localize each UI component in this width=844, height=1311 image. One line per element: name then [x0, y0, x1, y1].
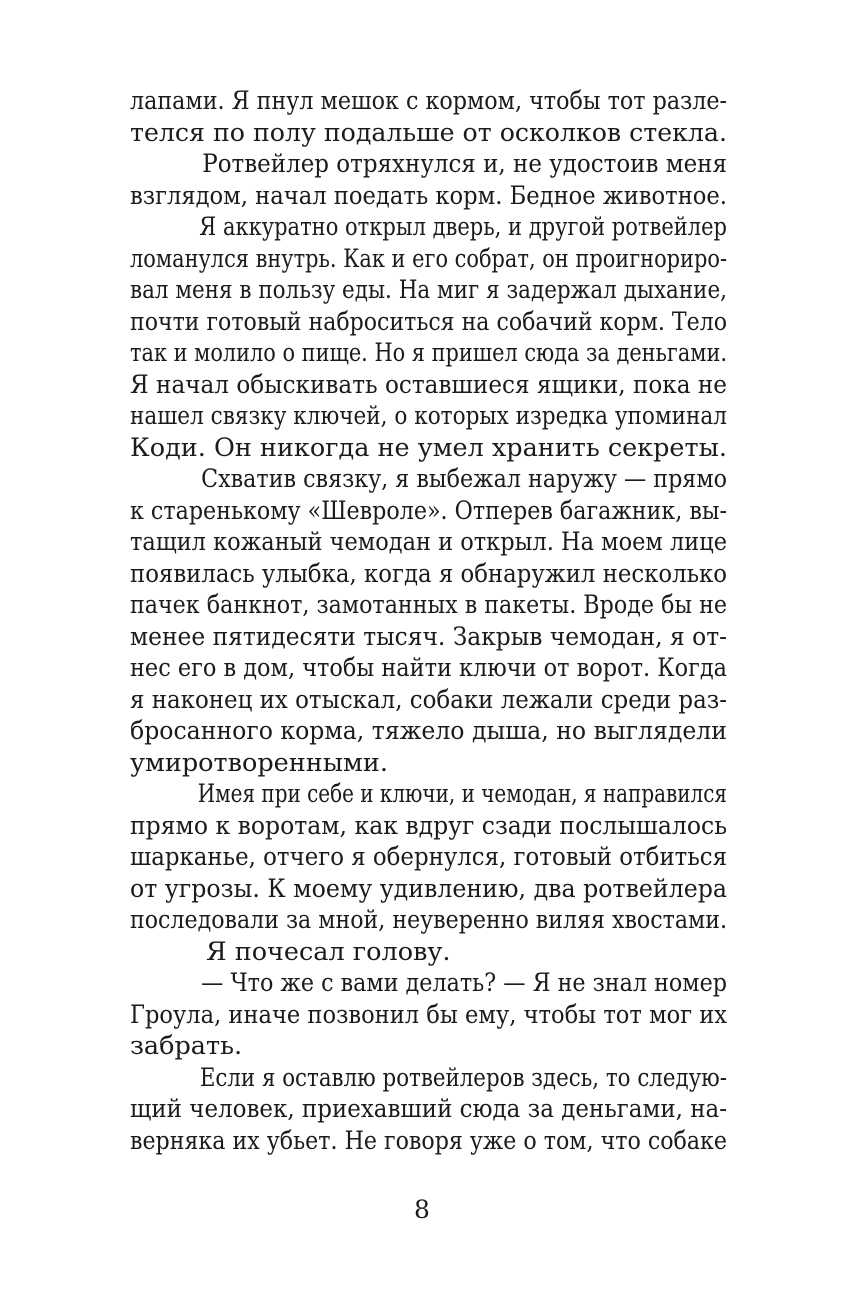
text-line: появилась улыбка, когда я обнаружил несколько	[130, 558, 727, 589]
text-line: нашел связку ключей, о которых изредка упоминал	[130, 401, 727, 431]
text-line: умиротворенными.	[130, 747, 388, 778]
paragraph-first-line: Схватив связку, я выбежал наружу — прямо	[201, 464, 728, 494]
text-line: менее пятидесяти тысяч. Закрыв чемодан, я от-	[130, 621, 727, 652]
text-line: тащил кожаный чемодан и открыл. На моем лице	[130, 527, 727, 557]
body-text	[130, 86, 727, 1157]
text-line: шарканье, отчего я обернулся, готовый отбиться	[130, 842, 727, 872]
text-line: вал меня в пользу еды. На миг я задержал дыхание,	[130, 275, 727, 305]
text-line: к старенькому «Шевроле». Отперев багажник, вы-	[130, 495, 727, 526]
paragraph-first-line: — Что же с вами делать? — Я не знал номер	[201, 968, 727, 998]
text-line: ломанулся внутрь. Как и его собрат, он проигнориро-	[130, 243, 727, 274]
paragraph-first-line: Если я оставлю ротвейлеров здесь, то следую-	[199, 1062, 728, 1093]
paragraph-first-line: Я почесал голову.	[206, 936, 451, 967]
page-number: 8	[414, 1195, 430, 1224]
text-line: прямо к воротам, как вдруг сзади послышалось	[130, 810, 727, 841]
text-line: я наконец их отыскал, собаки лежали среди раз-	[130, 684, 727, 715]
text-line: Я начал обыскивать оставшиеся ящики, пока не	[130, 369, 727, 400]
text-line: телся по полу подальше от осколков стекла.	[130, 117, 727, 148]
text-line: нес его в дом, чтобы найти ключи от ворот. Когда	[130, 653, 727, 683]
text-line: почти готовый наброситься на собачий корм. Тело	[130, 306, 727, 337]
text-line: лапами. Я пнул мешок с кормом, чтобы тот разле-	[130, 86, 727, 116]
paragraph-first-line: Ротвейлер отряхнулся и, не удостоив меня	[202, 149, 727, 179]
text-line: забрать.	[130, 1031, 243, 1061]
text-line: Гроула, иначе позвонил бы ему, чтобы тот мог их	[130, 999, 727, 1030]
text-line: последовали за мной, неуверенно виляя хвостами.	[130, 905, 727, 935]
paragraph-first-line: Имея при себе и ключи, и чемодан, я направился	[197, 779, 727, 809]
text-line: пачек банкнот, замотанных в пакеты. Вроде бы не	[130, 590, 727, 620]
text-line: так и молило о пище. Но я пришел сюда за деньгами.	[130, 338, 727, 368]
text-line: щий человек, приехавший сюда за деньгами, на-	[130, 1094, 727, 1124]
paragraph-first-line: Я аккуратно открыл дверь, и другой ротвейлер	[199, 212, 728, 242]
text-line: от угрозы. К моему удивлению, два ротвейлера	[130, 873, 727, 904]
text-line: бросанного корма, тяжело дыша, но выглядели	[130, 716, 727, 746]
text-line: взглядом, начал поедать корм. Бедное животное.	[130, 180, 727, 211]
text-line: верняка их убьет. Не говоря уже о том, что собаке	[130, 1125, 727, 1156]
text-line: Коди. Он никогда не умел хранить секреты.	[130, 432, 727, 463]
